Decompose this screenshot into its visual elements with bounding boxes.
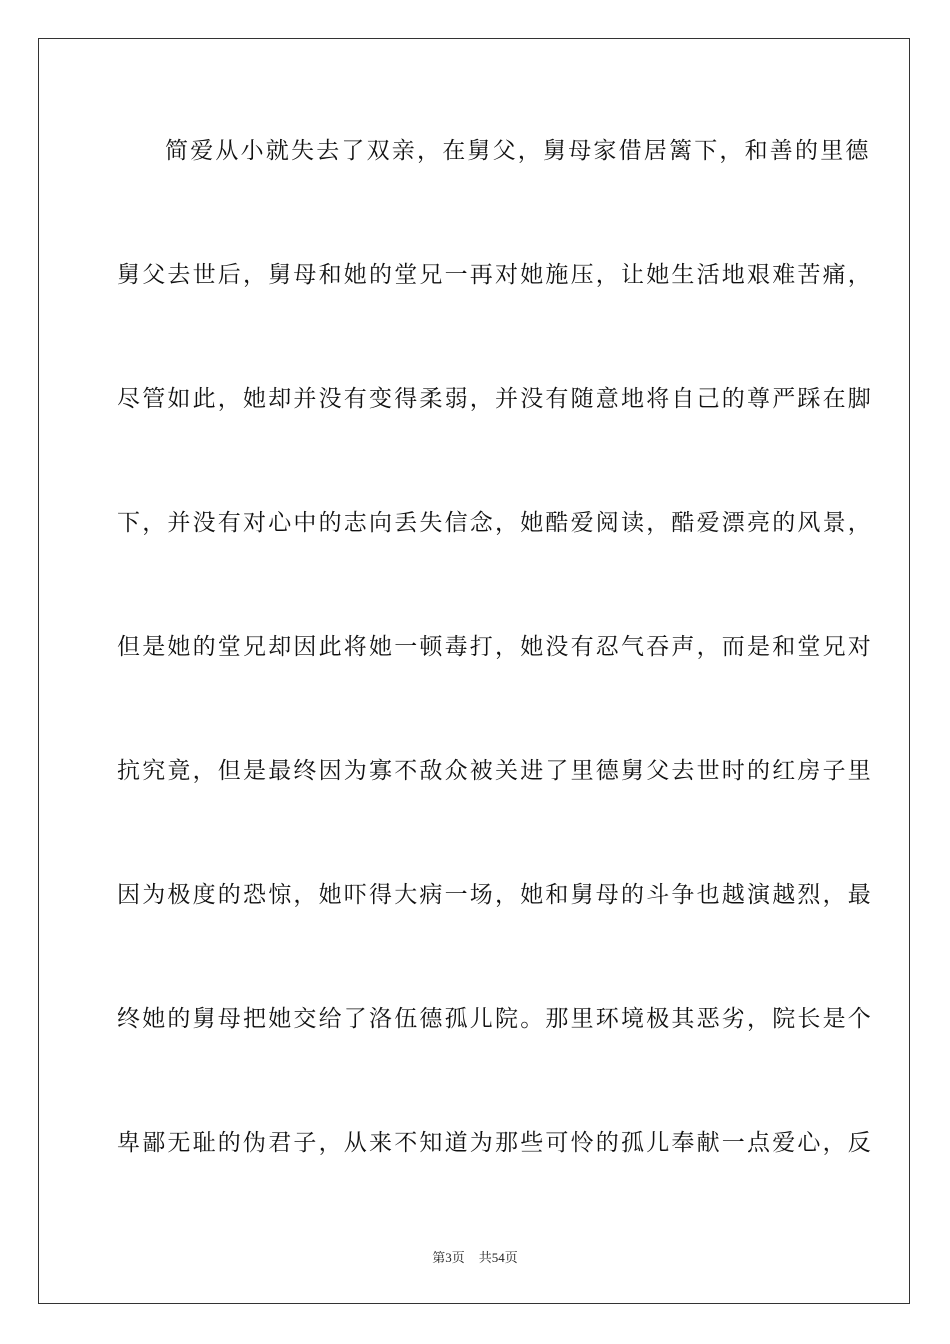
paragraph-line-7: 因为极度的恐惊，她吓得大病一场，她和舅母的斗争也越演越烈，最 [117,882,873,908]
paragraph-line-6: 抗究竟，但是最终因为寡不敌众被关进了里德舅父去世时的红房子里 [117,758,873,784]
page-total: 共54页 [478,1250,518,1265]
paragraph-line-2: 舅父去世后，舅母和她的堂兄一再对她施压，让她生活地艰难苦痛， [117,262,873,288]
page-footer [0,1247,950,1266]
page-frame [38,38,910,1304]
paragraph-line-1: 简爱从小就失去了双亲，在舅父，舅母家借居篱下，和善的里德 [165,138,871,164]
paragraph-line-9: 卑鄙无耻的伪君子，从来不知道为那些可怜的孤儿奉献一点爱心，反 [117,1130,873,1156]
paragraph-line-5: 但是她的堂兄却因此将她一顿毒打，她没有忍气吞声，而是和堂兄对 [117,634,873,660]
page-number: 第3页 [432,1250,465,1265]
paragraph-line-8: 终她的舅母把她交给了洛伍德孤儿院。那里环境极其恶劣，院长是个 [117,1006,873,1032]
paragraph-line-3: 尽管如此，她却并没有变得柔弱，并没有随意地将自己的尊严踩在脚 [117,386,873,412]
paragraph-line-4: 下，并没有对心中的志向丢失信念，她酷爱阅读，酷爱漂亮的风景， [117,510,873,536]
